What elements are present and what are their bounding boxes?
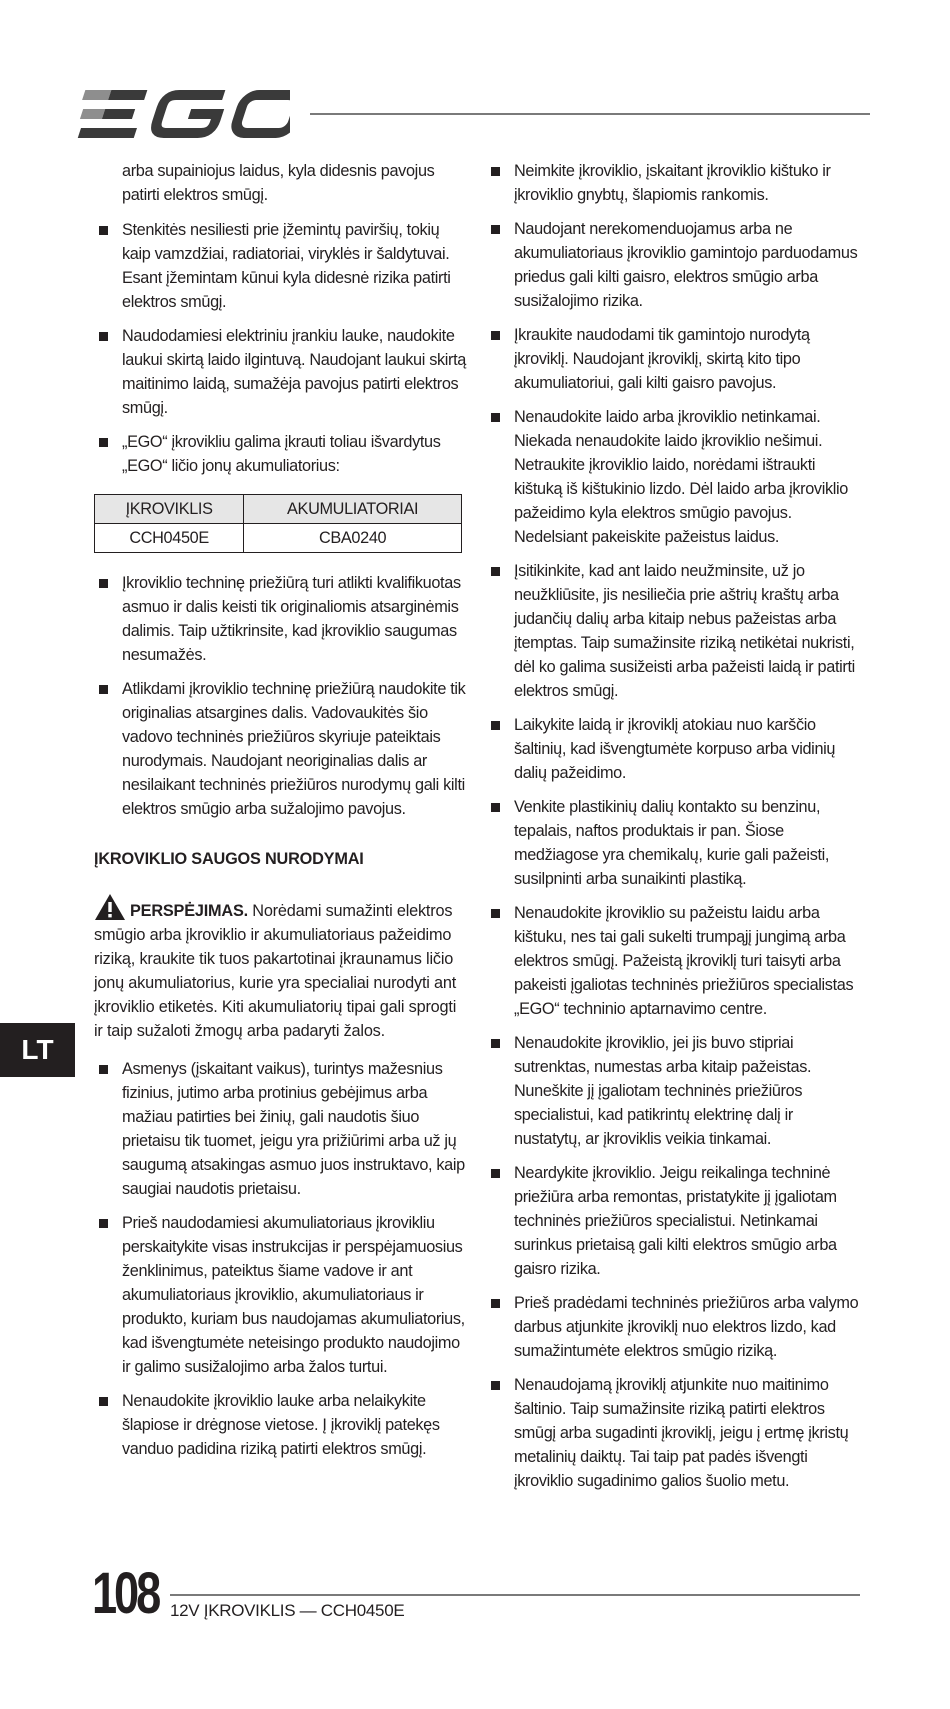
section-title: ĮKROVIKLIO SAUGOS NURODYMAI: [94, 850, 364, 868]
list-item: Prieš naudodamiesi akumuliatoriaus įkrovikliu perskaitykite visas instrukcijas ir perspėjamuosius ženklinimus, pateiktus šiame vadove ir ant akumuliatoriaus įkroviklio, akumuliatoriaus ir produkto, kuriam bus naudojamas akumuliatorius, kad išvengtumėte neteisingo produkto naudojimo ir galimo susižalojimo arba žalos turtui.: [94, 1211, 466, 1379]
list-item: Prieš pradėdami techninės priežiūros arba valymo darbus atjunkite įkroviklį nuo elektros lizdo, kad sumažintumėte elektros smūgio riziką.: [486, 1291, 860, 1363]
warning-triangle-icon: [94, 893, 126, 921]
footer-title: 12V ĮKROVIKLIS — CCH0450E: [170, 1601, 405, 1620]
warning-label: PERSPĖJIMAS.: [130, 902, 248, 920]
list-item: „EGO“ įkrovikliu galima įkrauti toliau išvardytus „EGO“ ličio jonų akumuliatorius:: [94, 430, 466, 478]
list-item: Neardykite įkroviklio. Jeigu reikalinga techninė priežiūra arba remontas, pristatykite jį įgaliotam techninės priežiūros specialistui. Netinkamai surinkus prietaisą gali kilti elektros smūgio arba gaisro rizika.: [486, 1161, 860, 1281]
ego-logo: [76, 88, 290, 140]
list-item: Nenaudokite įkroviklio su pažeistu laidu arba kištuku, nes tai gali sukelti trumpąjį jungimą arba elektros smūgį. Pažeistą įkroviklį turi taisyti arba pakeisti įgaliotas techninės priežiūros specialistas „EGO“ techninio aptarnavimo centre.: [486, 901, 860, 1021]
left-column: [94, 159, 466, 1471]
list-item: Asmenys (įskaitant vaikus), turintys mažesnius fizinius, jutimo arba protinius gebėjimus arba mažiau patirties bei žinių, gali naudotis šiuo prietaisu tik tuomet, jeigu yra prižiūrimi arba už jų saugumą atsakingas asmuo juos instruktavo, kaip saugiai naudotis prietaisu.: [94, 1057, 466, 1201]
list-item: Atlikdami įkroviklio techninę priežiūrą naudokite tik originalias atsargines dalis. Vadovaukitės šio vadovo techninės priežiūros skyriuje pateiktais nurodymais. Naudojant neoriginalias dalis ar nesilaikant techninės priežiūros nurodymų gali kilti elektros smūgio arba sužalojimo pavojus.: [94, 677, 466, 821]
list-item: Įkraukite naudodami tik gamintojo nurodytą įkroviklį. Naudojant įkroviklį, skirtą kito tipo akumuliatoriui, gali kilti gaisro pavojus.: [486, 323, 860, 395]
header-rule: [310, 113, 870, 115]
charger-battery-table: [94, 494, 462, 553]
list-item: Naudodamiesi elektriniu įrankiu lauke, naudokite laukui skirtą laido ilgintuvą. Naudojant laukui skirtą maitinimo laidą, sumažėja pavojus patirti elektros smūgį.: [94, 324, 466, 420]
list-item: Nenaudokite įkroviklio, jei jis buvo stipriai sutrenktas, numestas arba kitaip pažeistas. Nuneškite jį įgaliotam techninės priežiūros specialistui, kad patikrintų elektrinę dalį ir nustatytų, ar įkroviklis veikia tinkamai.: [486, 1031, 860, 1151]
footer-rule: [170, 1594, 860, 1596]
bullet-list-bottom: [94, 1057, 466, 1461]
page-number: 108: [92, 1561, 159, 1626]
table-cell: CCH0450E: [95, 524, 244, 553]
list-item: Nenaudokite laido arba įkroviklio netinkamai. Niekada nenaudokite laido įkroviklio nešimui. Netraukite įkroviklio laido, norėdami ištraukti kištuką iš kištukinio lizdo. Dėl laido arba įkroviklio pažeidimo kyla elektros smūgio pavojus. Nedelsiant pakeiskite pažeistus laidus.: [486, 405, 860, 549]
list-item: Nenaudokite įkroviklio lauke arba nelaikykite šlapiose ir drėgnose vietose. Į įkroviklį patekęs vanduo padidina riziką patirti elektros smūgį.: [94, 1389, 466, 1461]
continued-text: arba supainiojus laidus, kyla didesnis pavojus patirti elektros smūgį.: [122, 162, 435, 204]
bullet-list-mid: [94, 571, 466, 821]
table-cell: CBA0240: [244, 524, 462, 553]
bullet-list-top: [94, 218, 466, 478]
table-header-batteries: AKUMULIATORIAI: [244, 495, 462, 524]
list-item: Įsitikinkite, kad ant laido neužminsite, už jo neužkliūsite, jis nesiliečia prie aštrių kraštų arba judančių dalių arba kitaip nebus pažeistas arba įtemptas. Taip sumažinsite riziką netikėtai nukristi, dėl ko galima susižeisti arba pažeisti laidą ir patirti elektros smūgį.: [486, 559, 860, 703]
list-item: Venkite plastikinių dalių kontakto su benzinu, tepalais, naftos produktais ir pan. Šiose medžiagose yra chemikalų, kurie gali pažeisti, susilpninti arba sunaikinti plastiką.: [486, 795, 860, 891]
list-item: Neimkite įkroviklio, įskaitant įkroviklio kištuko ir įkroviklio gnybtų, šlapiomis rankomis.: [486, 159, 860, 207]
table-row: [95, 524, 462, 553]
list-item: Naudojant nerekomenduojamus arba ne akumuliatoriaus įkroviklio gamintojo parduodamus priedus gali kilti gaisro, elektros smūgio arba susižalojimo rizika.: [486, 217, 860, 313]
language-tab: LT: [0, 1023, 75, 1077]
warning-text: Norėdami sumažinti elektros smūgio arba įkroviklio ir akumuliatoriaus pažeidimo riziką, kraukite tik tuos pakartotinai įkraunamus ličio jonų akumuliatorius, kurie yra specialiai nurodyti ant įkroviklio etiketės. Kiti akumuliatorių tipai gali sprogti ir taip sužaloti žmogų arba padaryti žalos.: [94, 902, 457, 1040]
warning-paragraph: [94, 893, 466, 1043]
list-item: Įkroviklio techninę priežiūrą turi atlikti kvalifikuotas asmuo ir dalis keisti tik originaliomis atsarginėmis dalimis. Taip užtikrinsite, kad įkroviklio saugumas nesumažės.: [94, 571, 466, 667]
right-column: [486, 159, 860, 1503]
table-header-charger: ĮKROVIKLIS: [95, 495, 244, 524]
list-item: Stenkitės nesiliesti prie įžemintų paviršių, tokių kaip vamzdžiai, radiatoriai, viryklės ir šaldytuvai. Esant įžemintam kūnui kyla didesnė rizika patirti elektros smūgį.: [94, 218, 466, 314]
list-item: Laikykite laidą ir įkroviklį atokiau nuo karščio šaltinių, kad išvengtumėte korpuso arba vidinių dalių pažeidimo.: [486, 713, 860, 785]
list-item: Nenaudojamą įkroviklį atjunkite nuo maitinimo šaltinio. Taip sumažinsite riziką patirti elektros smūgį arba sugadinti įkroviklį, jeigu į ertmę įkristų metalinių daiktų. Tai taip pat padės išvengti įkroviklio sugadinimo galios šuolio metu.: [486, 1373, 860, 1493]
